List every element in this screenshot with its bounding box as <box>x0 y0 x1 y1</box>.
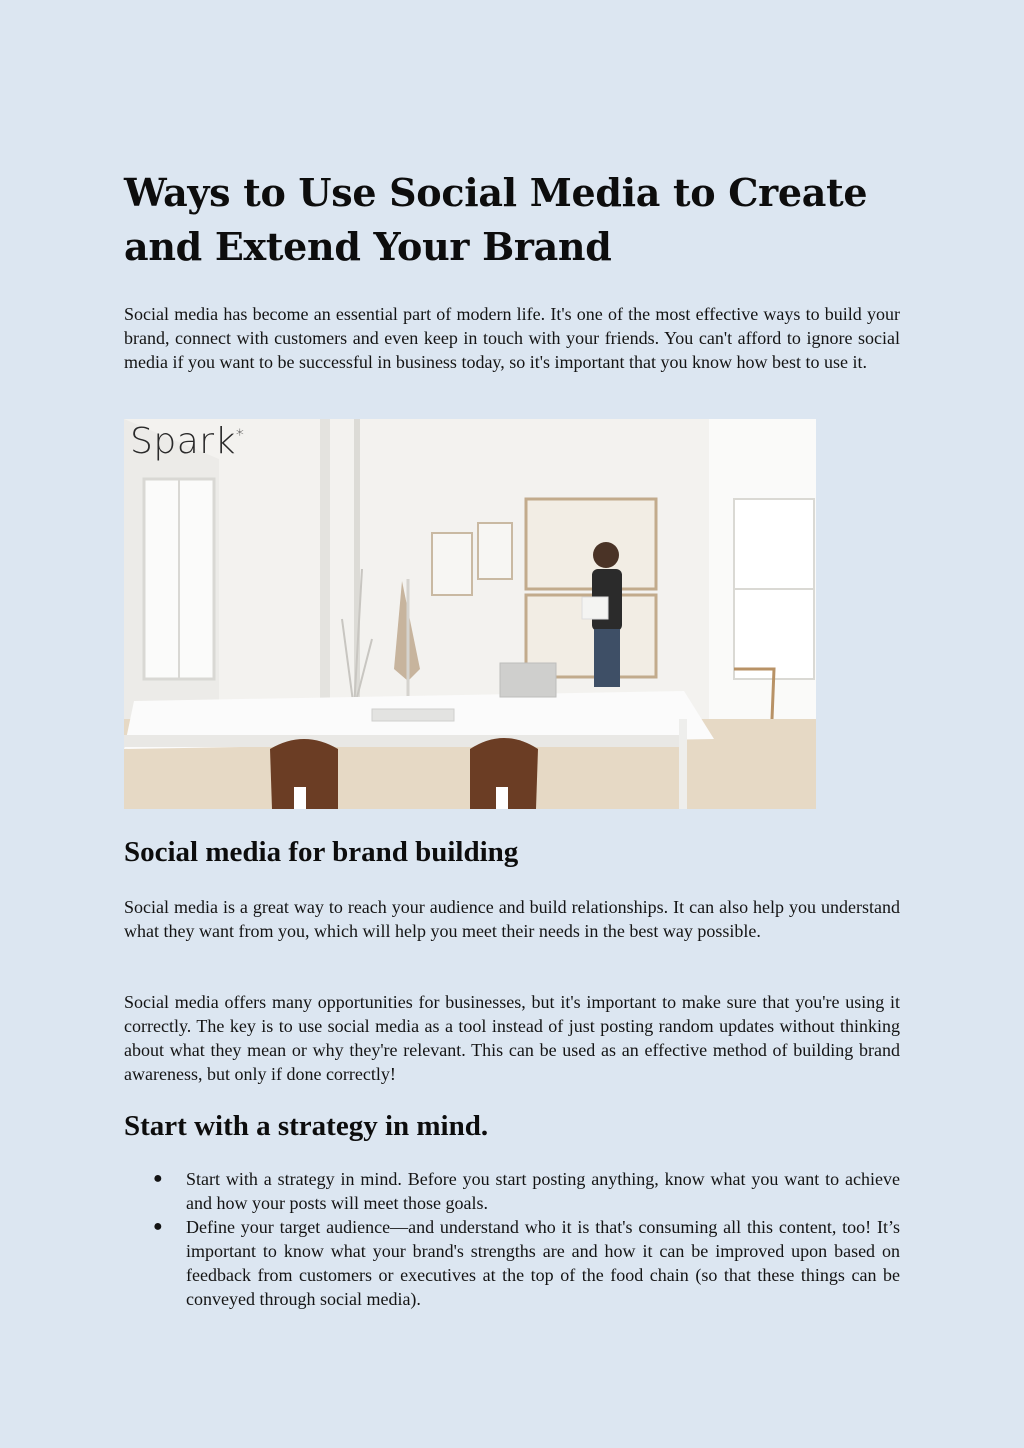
logo-wordmark: Spark <box>130 421 236 462</box>
spark-logo <box>130 421 244 462</box>
strategy-bullet-list <box>124 1167 900 1311</box>
logo-star-mark: * <box>235 425 245 444</box>
brand-paragraph-1: Social media is a great way to reach your audience and build relationships. It can also help you understand what they want from you, which will help you meet their needs in the best way possible. <box>124 897 900 941</box>
page-title: Ways to Use Social Media to Create and Extend Your Brand <box>124 170 868 269</box>
intro-paragraph: Social media has become an essential part of modern life. It's one of the most effective ways to build your brand, connect with customers and even keep in touch with your friends. You can't afford to ignore social media if you want to be successful in business today, so it's important that you know how best to use it. <box>124 304 900 372</box>
list-item <box>124 1215 900 1311</box>
brand-paragraph-2: Social media offers many opportunities for businesses, but it's important to make sure that you're using it correctly. The key is to use social media as a tool instead of just posting random updates without thinking about what they mean or why they're relevant. This can be used as an effective method of building brand awareness, but only if done correctly! <box>124 992 900 1084</box>
list-item-text: Define your target audience—and understand who it is that's consuming all this content, too! It’s important to know what your brand's strengths are and how it can be improved upon based on feedback from customers or executives at the top of the food chain (so that these things can be conveyed through social media). <box>186 1217 900 1309</box>
office-photo <box>124 419 816 809</box>
section-heading-brand-building: Social media for brand building <box>124 836 519 868</box>
list-item <box>124 1167 900 1215</box>
bullet-icon: ● <box>153 1218 163 1235</box>
section-heading-strategy: Start with a strategy in mind. <box>124 1110 489 1142</box>
bullet-icon: ● <box>153 1170 163 1187</box>
list-item-text: Start with a strategy in mind. Before you start posting anything, know what you want to achieve and how your posts will meet those goals. <box>186 1169 900 1213</box>
